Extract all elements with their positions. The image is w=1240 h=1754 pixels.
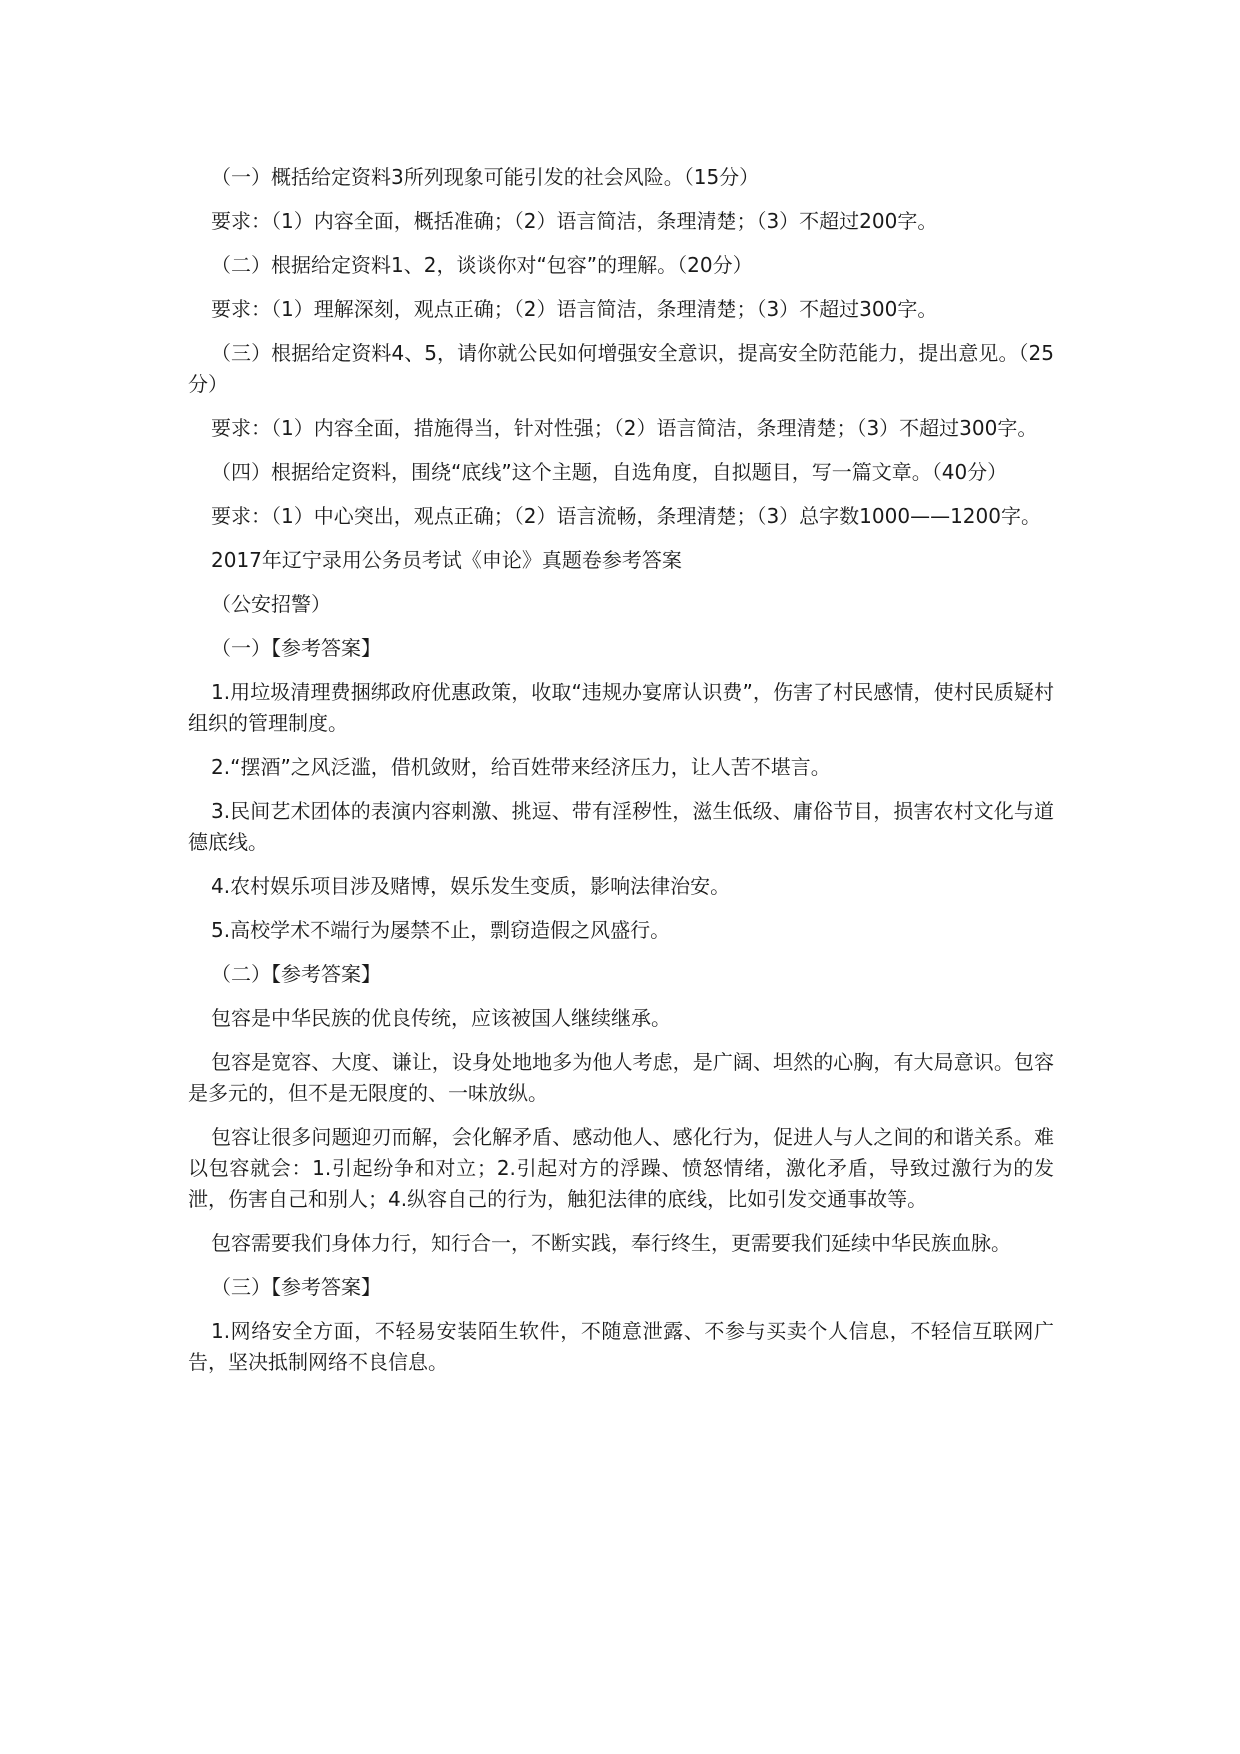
document-page: [188, 162, 1054, 1391]
question-2: （二）根据给定资料1、2，谈谈你对“包容”的理解。（20分）: [211, 253, 753, 277]
question-3-requirements: 要求：（1）内容全面，措施得当，针对性强；（2）语言简洁，条理清楚；（3）不超过300字。: [211, 416, 1038, 440]
answer-1-item: 1.用垃圾清理费捆绑政府优惠政策，收取“违规办宴席认识费”，伤害了村民感情，使村民质疑村组织的管理制度。: [188, 680, 1054, 735]
question-4-requirements: 要求：（1）中心突出，观点正确；（2）语言流畅，条理清楚；（3）总字数1000——1200字。: [211, 504, 1041, 528]
answer-2-paragraph: 包容是中华民族的优良传统，应该被国人继续继承。: [211, 1006, 671, 1030]
answer-2-heading: （二）【参考答案】: [211, 962, 381, 986]
answer-title: 2017年辽宁录用公务员考试《申论》真题卷参考答案: [211, 548, 682, 572]
answer-2-paragraph: 包容让很多问题迎刃而解，会化解矛盾、感动他人、感化行为，促进人与人之间的和谐关系。难以包容就会：1.引起纷争和对立；2.引起对方的浮躁、愤怒情绪，激化矛盾，导致过激行为的发泄，伤害自己和别人；4.纵容自己的行为，触犯法律的底线，比如引发交通事故等。: [188, 1125, 1054, 1211]
answer-3-item: 1.网络安全方面，不轻易安装陌生软件，不随意泄露、不参与买卖个人信息，不轻信互联网广告，坚决抵制网络不良信息。: [188, 1319, 1054, 1374]
question-4: （四）根据给定资料，围绕“底线”这个主题，自选角度，自拟题目，写一篇文章。（40分）: [211, 460, 1008, 484]
answer-1-item: 2.“摆酒”之风泛滥，借机敛财，给百姓带来经济压力，让人苦不堪言。: [211, 755, 831, 779]
question-2-requirements: 要求：（1）理解深刻，观点正确；（2）语言简洁，条理清楚；（3）不超过300字。: [211, 297, 938, 321]
question-1: （一）概括给定资料3所列现象可能引发的社会风险。（15分）: [211, 165, 760, 189]
answer-2-paragraph: 包容是宽容、大度、谦让，设身处地地多为他人考虑，是广阔、坦然的心胸，有大局意识。包容是多元的，但不是无限度的、一味放纵。: [188, 1050, 1054, 1105]
answer-1-heading: （一）【参考答案】: [211, 636, 381, 660]
question-3: （三）根据给定资料4、5，请你就公民如何增强安全意识，提高安全防范能力，提出意见。（25分）: [188, 341, 1054, 396]
answer-2-paragraph: 包容需要我们身体力行，知行合一，不断实践，奉行终生，更需要我们延续中华民族血脉。: [211, 1231, 1011, 1255]
answer-3-heading: （三）【参考答案】: [211, 1275, 381, 1299]
answer-1-item: 5.高校学术不端行为屡禁不止，剽窃造假之风盛行。: [211, 918, 671, 942]
answer-subtitle: （公安招警）: [211, 592, 331, 616]
question-1-requirements: 要求：（1）内容全面，概括准确；（2）语言简洁，条理清楚；（3）不超过200字。: [211, 209, 938, 233]
answer-1-item: 4.农村娱乐项目涉及赌博，娱乐发生变质，影响法律治安。: [211, 874, 731, 898]
answer-1-item: 3.民间艺术团体的表演内容刺激、挑逗、带有淫秽性，滋生低级、庸俗节目，损害农村文化与道德底线。: [188, 799, 1054, 854]
